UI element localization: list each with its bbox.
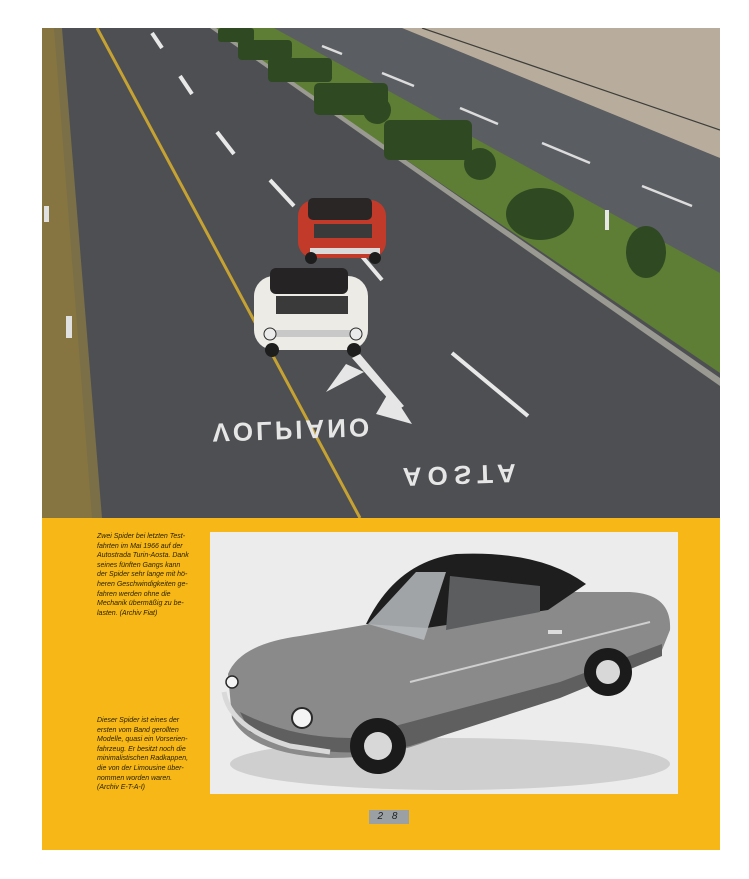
highway-photo: [42, 28, 720, 518]
caption-bottom: Dieser Spider ist eines der ersten vom Band gerollten Modelle, quasi ein Vorserien- fahrzeug. Er besitzt noch die minimalistischen Radkappen, die von der Limousine über- nommen worden waren. (Archiv E-T-A-I): [97, 717, 189, 792]
road-marking-aosta: AOSTA: [402, 457, 523, 493]
spider-studio-photo: [210, 532, 678, 794]
caption-top: Zwei Spider bei letzten Test- fahrten im Mai 1966 auf der Autostrada Turin-Aosta. Dank seines fünften Gangs kann der Spider sehr lange mit hö- heren Geschwindigkeiten ge- fahren werden ohne die Mechanik übermäßig zu be- lasten. (Archiv Fiat): [97, 533, 189, 617]
road-marking-volpiano: VOLPIANO: [211, 412, 373, 448]
page-number: 2 8: [369, 810, 409, 824]
caption-panel: [42, 518, 720, 850]
